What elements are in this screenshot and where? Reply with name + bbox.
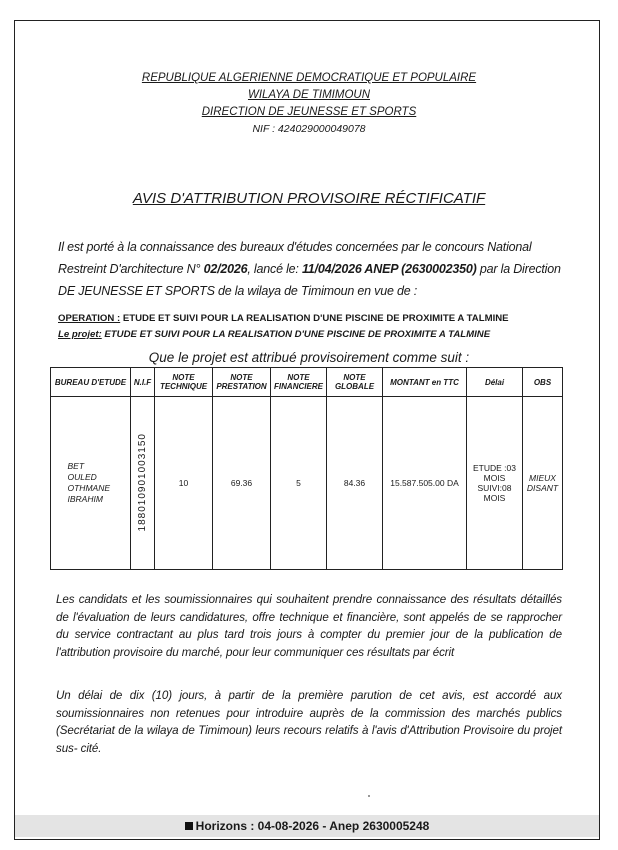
intro-text-2: , lancé le: bbox=[247, 262, 299, 276]
cell-note-technique: 10 bbox=[155, 397, 213, 570]
projet-text: ETUDE ET SUIVI POUR LA REALISATION D'UNE PISCINE DE PROXIMITE A TALMINE bbox=[104, 329, 491, 340]
cell-obs: MIEUX DISANT bbox=[523, 397, 563, 570]
projet-label: Le projet: bbox=[58, 329, 102, 340]
cell-nif bbox=[131, 397, 155, 570]
col-note-technique: NOTE TECHNIQUE bbox=[155, 368, 213, 397]
intro-number: 02/2026 bbox=[203, 262, 248, 276]
intro-text-1: Il est porté à la connaissance des bureaux d'études concernées par le concours National Restreint D'architecture N° bbox=[58, 240, 532, 276]
col-note-globale: NOTE GLOBALE bbox=[327, 368, 383, 397]
footer-text: Horizons : 04-08-2026 - Anep 2630005248 bbox=[195, 819, 430, 833]
scan-speck bbox=[368, 795, 370, 797]
operation-line bbox=[58, 313, 509, 324]
cell-note-prestation: 69.36 bbox=[213, 397, 271, 570]
bureau-name: BET OULED OTHMANE IBRAHIM bbox=[67, 461, 110, 504]
col-note-financiere: NOTE FINANCIERE bbox=[271, 368, 327, 397]
intro-date-anep: 11/04/2026 ANEP (2630002350) bbox=[301, 262, 477, 276]
header-direction: DIRECTION DE JEUNESSE ET SPORTS bbox=[201, 106, 417, 118]
cell-note-financiere: 5 bbox=[271, 397, 327, 570]
results-paragraph: Les candidats et les soumissionnaires qui souhaitent prendre connaissance des résultats détaillés de l'évaluation de leurs candidatures, offre technique et financière, sont appelés de se rapprocher du service contractant au plus tard trois jours à compter du premier jour de la publication de l'attribution provisoire du marché, pour leur communiquer ces résultats par écrit bbox=[56, 593, 562, 659]
table-row bbox=[51, 397, 563, 570]
col-obs: OBS bbox=[523, 368, 563, 397]
cell-note-globale: 84.36 bbox=[327, 397, 383, 570]
intro-paragraph bbox=[58, 236, 568, 302]
intro-text-3: par la Direction DE JEUNESSE ET SPORTS de la wilaya de Timimoun en vue de : bbox=[58, 262, 561, 298]
publication-footer bbox=[15, 815, 599, 837]
attribution-subtitle: Que le projet est attribué provisoirement comme suit : bbox=[148, 350, 470, 365]
document-header bbox=[0, 70, 618, 138]
header-republic: REPUBLIQUE ALGERIENNE DEMOCRATIQUE ET POPULAIRE bbox=[141, 72, 477, 84]
col-delai: Délai bbox=[467, 368, 523, 397]
header-nif: NIF : 424029000049078 bbox=[252, 123, 366, 135]
nif-value: 188010901003150 bbox=[137, 432, 148, 532]
operation-label: OPERATION : bbox=[58, 313, 121, 324]
attribution-table bbox=[50, 367, 563, 570]
col-nif: N.I.F bbox=[131, 368, 155, 397]
col-note-prestation: NOTE PRESTATION bbox=[213, 368, 271, 397]
operation-text: ETUDE ET SUIVI POUR LA REALISATION D'UNE PISCINE DE PROXIMITE A TALMINE bbox=[122, 313, 509, 324]
square-bullet-icon bbox=[185, 822, 193, 830]
cell-delai: ETUDE :03 MOIS SUIVI:08 MOIS bbox=[467, 397, 523, 570]
page-title: AVIS D'ATTRIBUTION PROVISOIRE RÉCTIFICATIF bbox=[132, 190, 486, 207]
col-bureau: BUREAU D'ETUDE bbox=[51, 368, 131, 397]
cell-bureau bbox=[51, 397, 131, 570]
table-header-row bbox=[51, 368, 563, 397]
projet-line bbox=[58, 329, 490, 340]
col-montant: MONTANT en TTC bbox=[383, 368, 467, 397]
cell-montant: 15.587.505.00 DA bbox=[383, 397, 467, 570]
header-wilaya: WILAYA DE TIMIMOUN bbox=[247, 89, 371, 101]
appeal-paragraph: Un délai de dix (10) jours, à partir de la première parution de cet avis, est accordé aux soumissionnaires non retenues pour introduire auprès de la commission des marchés publics (Secrétariat de la wilaya de Timimoun) leurs recours relatifs à l'avis d'Attribution Provisoire du projet sus- cité. bbox=[56, 689, 562, 755]
